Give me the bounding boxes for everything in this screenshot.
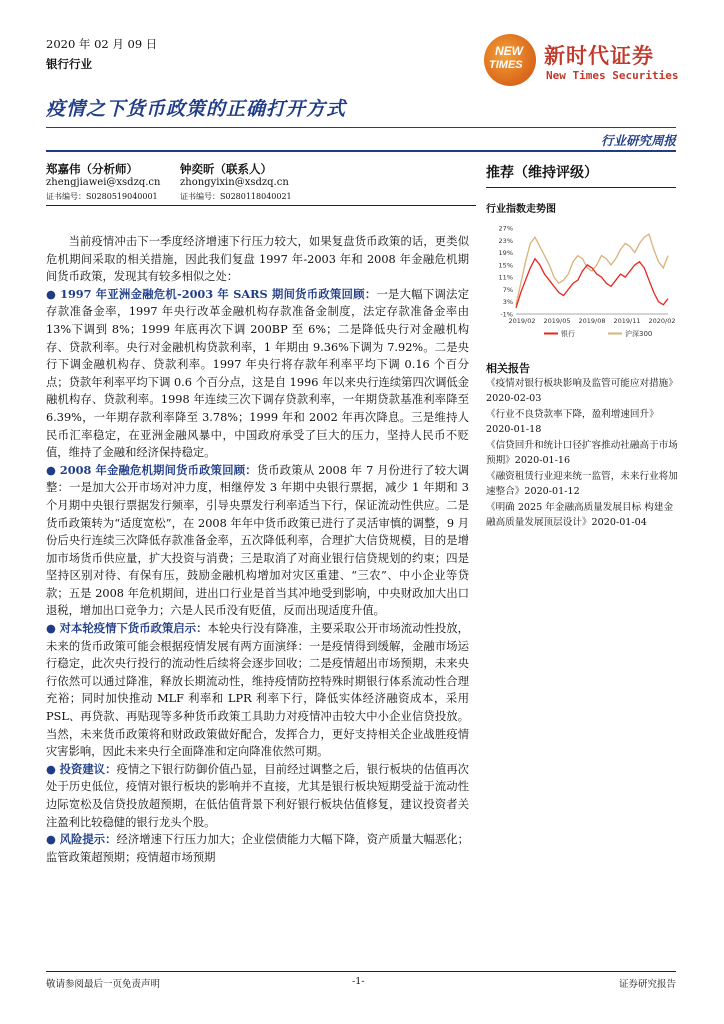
related-report-item[interactable]: 《行业不良贷款率下降，盈利增速回升》2020-01-18 xyxy=(486,409,659,435)
footer-divider xyxy=(46,971,676,972)
analyst-name: 郑嘉伟（分析师） xyxy=(46,162,138,176)
bullet-heading: 风险提示： xyxy=(59,832,117,847)
company-name-en: New Times Securities xyxy=(546,69,679,82)
contact-cert: 证书编号：S0280118040021 xyxy=(180,192,292,201)
y-tick-label: 27% xyxy=(498,224,513,233)
y-tick-label: 15% xyxy=(498,261,513,270)
x-tick-label: 2019/11 xyxy=(613,317,641,325)
rating-divider xyxy=(486,187,676,188)
bullet-implications xyxy=(46,620,469,761)
y-tick-label: 19% xyxy=(498,249,513,258)
analyst-email[interactable]: zhengjiawei@xsdzq.cn xyxy=(46,177,161,188)
report-date: 2020 年 02 月 09 日 xyxy=(46,37,158,51)
y-tick-label: -1% xyxy=(500,310,513,319)
x-tick-label: 2019/05 xyxy=(543,317,571,325)
y-tick-label: 3% xyxy=(502,298,513,307)
related-report-item[interactable]: 《疫情对银行板块影响及监管可能应对措施》2020-02-03 xyxy=(486,378,678,404)
bullet-heading: 2008 年金融危机期间货币政策回顾： xyxy=(59,462,257,477)
intro-paragraph: 当前疫情冲击下一季度经济增速下行压力较大，如果复盘货币政策的话，更类似危机期间采取的相关措施，因此我们复盘 1997 年-2003 年和 2008 年金融危机期间货币政策，发现其有较多相似之处： xyxy=(46,235,469,284)
related-report-item[interactable]: 《明确 2025 年金融高质量发展目标 构建金融高质量发展顶层设计》2020-01-04 xyxy=(486,502,674,528)
x-tick-label: 2020/02 xyxy=(648,317,676,325)
bullet-heading: 对本轮疫情下货币政策启示： xyxy=(59,621,208,636)
contact-email[interactable]: zhongyixin@xsdzq.cn xyxy=(180,177,289,188)
related-report-item[interactable]: 《融资租赁行业迎来统一监管，未来行业将加速整合》2020-01-12 xyxy=(486,471,678,497)
rating-label: 推荐（维持评级） xyxy=(486,165,598,181)
chart-title: 行业指数走势图 xyxy=(486,204,556,215)
bullet-text: 疫情之下银行防御价值凸显，目前经过调整之后，银行板块的估值再次处于历史低位，疫情对银行板块的影响并不直接，尤其是银行板块短期受益于流动性边际宽松及信贷投放超预期，在低估值背景下利好银行板块估值修复，建议投资者关注盈利比较稳健的银行龙头个股。 xyxy=(46,762,469,829)
bullet-investment xyxy=(46,761,469,831)
contact-name: 钟奕昕（联系人） xyxy=(180,162,272,176)
bullet-icon: ● xyxy=(46,463,57,477)
analyst-divider xyxy=(46,205,476,206)
report-type: 行业研究周报 xyxy=(600,133,676,148)
report-title: 疫情之下货币政策的正确打开方式 xyxy=(46,98,347,120)
x-tick-label: 2019/08 xyxy=(578,317,606,325)
bullet-2008 xyxy=(46,462,469,620)
bullet-heading: 投资建议： xyxy=(59,761,117,776)
legend-label: 沪深300 xyxy=(625,330,653,338)
y-tick-label: 11% xyxy=(498,273,513,282)
related-report-item[interactable]: 《信贷回升和统计口径扩容推动社融高于市场预期》2020-01-16 xyxy=(486,440,678,466)
index-trend-chart xyxy=(486,222,676,344)
bullet-text: 货币政策从 2008 年 7 月份进行了较大调整：一是加大公开市场对冲力度，相继停发 3 年期中央银行票据，减少 1 年期和 3 个月期中央银行票据发行频率，引导央票发行利率适当下行，保证流动性供应。二是货币政策转为“适度宽松”，在 2008 年年中货币政策已进行了灵活审慎的调整，9 月份后央行连续三次降低存款准备金率，五次降低利率，合理扩大信贷规模，目的是增加市场货币供应量，扩大投资与消费；三是取消了对商业银行信贷规划的约束；四是坚持区别对待、有保有压，鼓励金融机构增加对灾区重建、“三农”、中小企业等贷款；五是 2008 年危机期间，进出口行业是首当其冲地受到影响，中央财政加大出口退税，增加出口竞争力；六是人民币没有贬值，反而出现适度升值。 xyxy=(46,463,469,618)
y-tick-label: 7% xyxy=(502,285,513,294)
industry-label: 银行行业 xyxy=(46,57,92,71)
company-name-cn: 新时代证券 xyxy=(544,44,654,68)
analyst-cert: 证书编号：S0280519040001 xyxy=(46,192,158,201)
footer-label: 证券研究报告 xyxy=(618,979,676,990)
report-body xyxy=(46,233,469,866)
bullet-text: 本轮央行没有降准，主要采取公开市场流动性投放，未来的货币政策可能会根据疫情发展有两方面演绎：一是疫情得到缓解，金融市场运行稳定，此次央行投行的流动性后续将会逐步回收；二是疫情超出市场预期，未来央行依然可以通过降准，释放长期流动性，维持疫情防控特殊时期银行体系流动性合理充裕；同时加快推动 MLF 利率和 LPR 利率下行，降低实体经济融资成本，采用 PSL、再贷款、再贴现等多种货币政策工具助力对疫情冲击较大中小企业信贷投放。当然，未来货币政策将和财政政策做好配合，发挥合力，更好支持相关企业战胜疫情灾害影响，因此未来央行全面降准和定向降准依然可期。 xyxy=(46,622,469,759)
series-line-bank xyxy=(516,259,668,308)
header-divider xyxy=(46,150,676,152)
disclaimer-note[interactable]: 敬请参阅最后一页免责声明 xyxy=(46,979,161,990)
analyst-card xyxy=(46,162,160,204)
contact-card xyxy=(180,162,292,204)
bullet-1997-2003 xyxy=(46,286,469,462)
bullet-icon: ● xyxy=(46,833,56,847)
bullet-risk xyxy=(46,831,469,866)
company-logo-icon: NEW TIMES xyxy=(484,34,536,86)
bullet-text: 一是大幅下调法定存款准备金率，1997 年央行改革金融机构存款准备金制度，法定存款准备金率由 13%下调到 8%；1999 年底再次下调 200BP 至 6%；二是降低央行对金融机构存、贷款利率。央行对金融机构贷款利率，1 年期由 9.36%下调为 7.92%。二是央行下调金融机构存、贷款利率。1997 年央行将存款年利率平均下调 0.16 个百分点；贷款年利率平均下调 0.6 个百分点，这是自 1996 年以来央行连续第四次调低金融机构存、贷款利率。1998 年连续三次下调存贷款利率，一年期贷款基准利率降至 6.39%，一年期存款利率降至 3.78%；1999 年和 2002 年再次降息。三是维持人民币汇率稳定，在亚洲金融风暴中，中国政府承受了巨大的压力，坚持人民币不贬值，维持了金融和经济保持稳定。 xyxy=(46,287,469,460)
related-reports-heading: 相关报告 xyxy=(486,362,530,375)
legend-label: 银行 xyxy=(561,330,575,338)
bullet-heading: 1997 年亚洲金融危机-2003 年 SARS 期间货币政策回顾： xyxy=(60,286,377,301)
y-tick-label: 23% xyxy=(498,236,513,245)
bullet-text: 经济增速下行压力加大；企业偿债能力大幅下降，资产质量大幅恶化；监管政策超预期；疫情超市场预期 xyxy=(46,833,469,864)
page-number: -1- xyxy=(352,976,365,987)
bullet-icon: ● xyxy=(46,287,57,301)
bullet-icon: ● xyxy=(46,762,56,776)
related-reports-list xyxy=(486,376,680,531)
title-divider xyxy=(46,127,676,128)
bullet-icon: ● xyxy=(46,622,56,636)
x-tick-label: 2019/02 xyxy=(508,317,536,325)
